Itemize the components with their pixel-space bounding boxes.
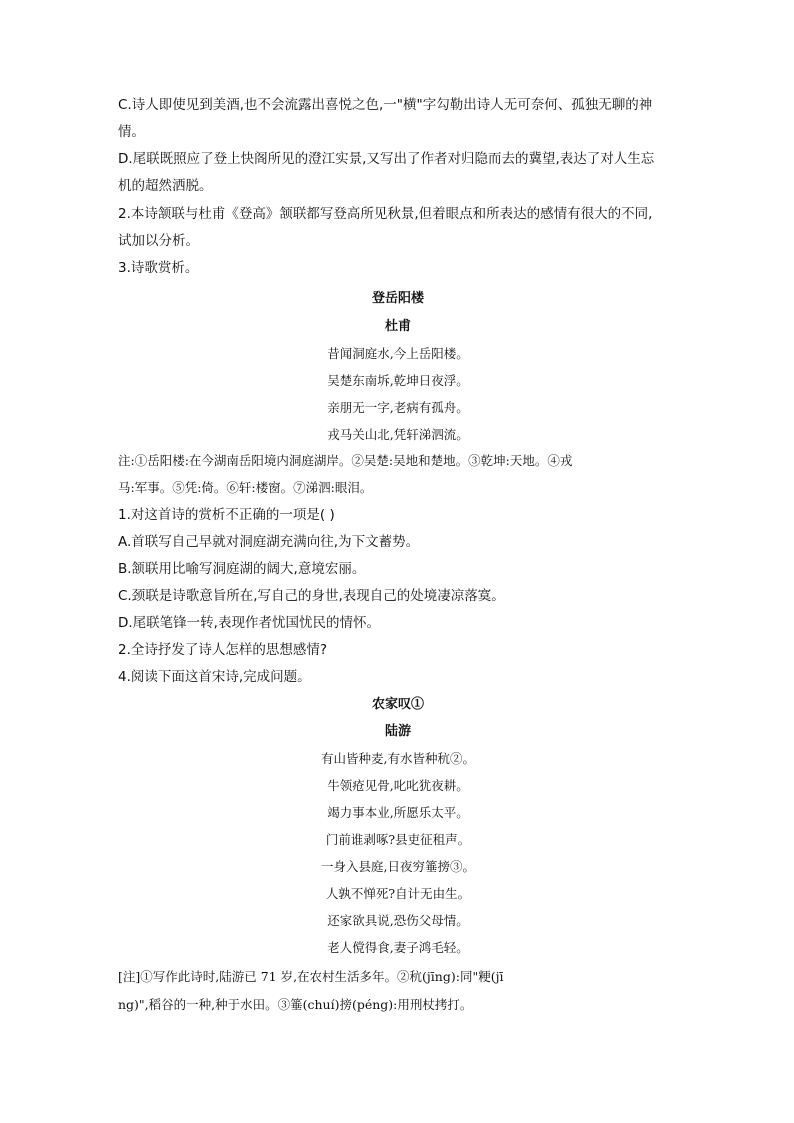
poem-line: 门前谁剥啄?县吏征租声。	[325, 832, 471, 847]
poem-line: 还家欲具说,恐伤父母情。	[327, 913, 469, 928]
text-line: C.诗人即使见到美酒,也不会流露出喜悦之色,一"横"字勾勒出诗人无可奈何、孤独无聊的神	[118, 97, 653, 113]
poem-line: 吴楚东南坼,乾坤日夜浮。	[327, 373, 469, 388]
poem-line: 牛领疮见骨,叱叱犹夜耕。	[327, 778, 469, 793]
question-line: 2.全诗抒发了诗人怎样的思想感情?	[118, 642, 328, 658]
poem-line: 人孰不惮死?自计无由生。	[325, 886, 471, 901]
question-line: A.首联写自己早就对洞庭湖充满向往,为下文蓄势。	[118, 534, 420, 550]
poem-title: 登岳阳楼	[371, 291, 424, 306]
text-line: 2.本诗颔联与杜甫《登高》颔联都写登高所见秋景,但着眼点和所表达的感情有很大的不同,	[118, 206, 653, 222]
poem-note: [注]①写作此诗时,陆游已 71 岁,在农村生活多年。②秔(jīng):同"粳(jī	[118, 969, 504, 984]
poem-line: 老人傥得食,妻子鸿毛轻。	[327, 940, 469, 955]
question-line: D.尾联笔锋一转,表现作者忧国忧民的情怀。	[118, 615, 380, 631]
poem-line: 一身入县庭,日夜穷箠搒③。	[321, 859, 475, 874]
text-line: 试加以分析。	[118, 233, 199, 249]
poem-note: 注:①岳阳楼:在今湖南岳阳境内洞庭湖岸。②吴楚:吴地和楚地。③乾坤:天地。④戎	[118, 453, 573, 468]
poem-author: 陆游	[384, 724, 411, 739]
text-line: 情。	[118, 124, 145, 140]
poem-note: 马:军事。⑤凭:倚。⑥轩:楼窗。⑦涕泗:眼泪。	[118, 480, 373, 495]
poem-line: 戎马关山北,凭轩涕泗流。	[327, 427, 469, 442]
poem-author: 杜甫	[384, 319, 411, 334]
poem-line: 亲朋无一字,老病有孤舟。	[327, 400, 469, 415]
text-line: D.尾联既照应了登上快阁所见的澄江实景,又写出了作者对归隐而去的冀望,表达了对人生忘	[118, 151, 655, 167]
question-line: 4.阅读下面这首宋诗,完成问题。	[118, 669, 311, 685]
text-line: 3.诗歌赏析。	[118, 260, 199, 276]
poem-line: 有山皆种麦,有水皆种秔②。	[321, 751, 475, 766]
question-line: B.颔联用比喻写洞庭湖的阔大,意境宏丽。	[118, 561, 366, 577]
poem-line: 昔闻洞庭水,今上岳阳楼。	[327, 346, 469, 361]
question-line: C.颈联是诗歌意旨所在,写自己的身世,表现自己的处境凄凉落寞。	[118, 588, 505, 604]
poem-note: ng)",稻谷的一种,种于水田。③箠(chuí)搒(péng):用刑杖拷打。	[118, 997, 473, 1012]
poem-line: 竭力事本业,所愿乐太平。	[327, 805, 469, 820]
text-line: 机的超然洒脱。	[118, 178, 213, 194]
poem-title: 农家叹①	[371, 697, 424, 712]
question-line: 1.对这首诗的赏析不正确的一项是( )	[118, 507, 335, 523]
